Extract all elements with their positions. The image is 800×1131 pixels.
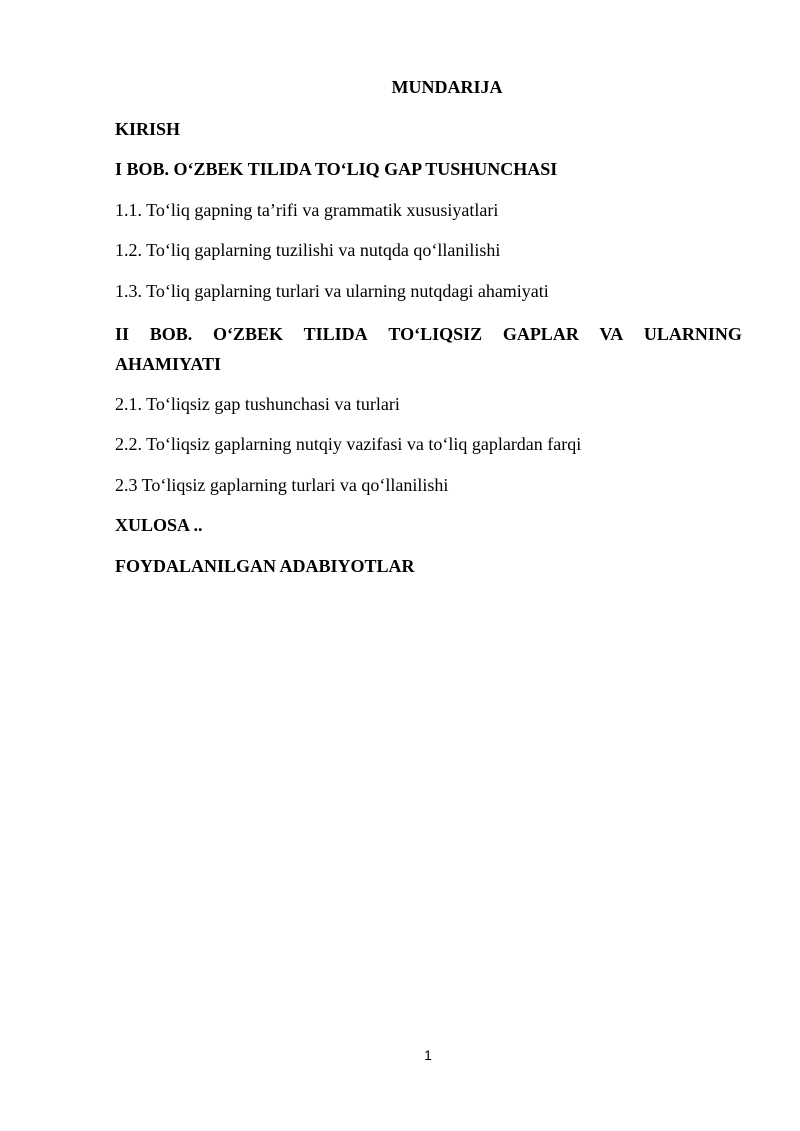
- toc-entry-section-2-1: 2.1. To‘liqsiz gap tushunchasi va turlari: [115, 394, 400, 414]
- chapter-2-word: ULARNING: [643, 324, 742, 344]
- toc-entry-chapter-2: [115, 319, 742, 379]
- chapter-2-word: GAPLAR: [502, 324, 579, 344]
- chapter-2-word: TO‘LIQSIZ: [388, 324, 483, 344]
- chapter-2-title-line-2: AHAMIYATI: [115, 354, 222, 374]
- chapter-2-word: O‘ZBEK: [212, 324, 283, 344]
- chapter-2-title-line-1: [115, 319, 742, 349]
- toc-entry-section-2-3: 2.3 To‘liqsiz gaplarning turlari va qo‘llanilishi: [115, 475, 449, 495]
- chapter-2-word: TILIDA: [303, 324, 368, 344]
- toc-entry-section-1-2: 1.2. To‘liq gaplarning tuzilishi va nutqda qo‘llanilishi: [115, 240, 501, 260]
- chapter-2-word: BOB.: [149, 324, 193, 344]
- toc-entry-section-2-2: 2.2. To‘liqsiz gaplarning nutqiy vazifasi va to‘liq gaplardan farqi: [115, 434, 582, 454]
- toc-entry-section-1-3: 1.3. To‘liq gaplarning turlari va ularning nutqdagi ahamiyati: [115, 281, 549, 301]
- toc-entry-kirish: KIRISH: [115, 119, 181, 139]
- chapter-2-word: VA: [599, 324, 624, 344]
- toc-entry-xulosa: XULOSA ..: [115, 515, 203, 535]
- toc-entry-section-1-1: 1.1. To‘liq gapning ta’rifi va grammatik xususiyatlari: [115, 200, 499, 220]
- chapter-2-word: II: [115, 324, 130, 344]
- page-number: 1: [424, 1047, 432, 1063]
- toc-entry-adabiyotlar: FOYDALANILGAN ADABIYOTLAR: [115, 556, 415, 576]
- toc-entry-chapter-1: I BOB. O‘ZBEK TILIDA TO‘LIQ GAP TUSHUNCHASI: [115, 159, 558, 179]
- page-title: MUNDARIJA: [391, 77, 503, 97]
